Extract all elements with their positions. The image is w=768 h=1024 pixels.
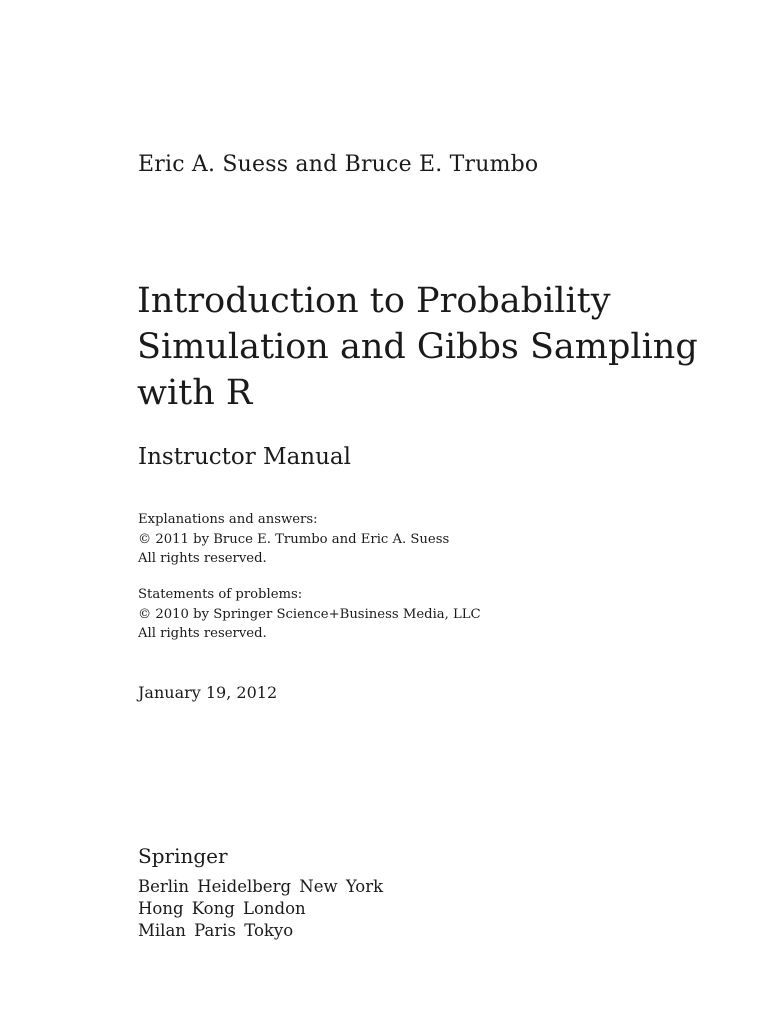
notice-heading: Statements of problems: [138,587,303,602]
publisher: Springer [138,844,228,868]
date: January 19, 2012 [138,683,278,702]
notice-heading: Explanations and answers: [138,512,318,527]
book-title [137,278,737,416]
statements-copyright-notice [138,585,481,644]
notice-copyright: © 2011 by Bruce E. Trumbo and Eric A. Suess [138,531,450,547]
cities-line: Hong Kong London [138,899,306,918]
title-line: Introduction to Probability [137,281,611,321]
title-line: with R [137,373,253,413]
publisher-cities [138,876,383,942]
subtitle: Instructor Manual [138,444,351,470]
notice-copyright: © 2010 by Springer Science+Business Media, LLC [138,606,481,622]
cities-line: Milan Paris Tokyo [138,921,294,940]
cities-line: Berlin Heidelberg New York [138,877,384,896]
authors: Eric A. Suess and Bruce E. Trumbo [138,152,539,177]
title-line: Simulation and Gibbs Sampling [137,327,698,367]
notice-rights: All rights reserved. [138,626,267,641]
explanations-copyright-notice [138,510,449,569]
notice-rights: All rights reserved. [138,551,267,566]
